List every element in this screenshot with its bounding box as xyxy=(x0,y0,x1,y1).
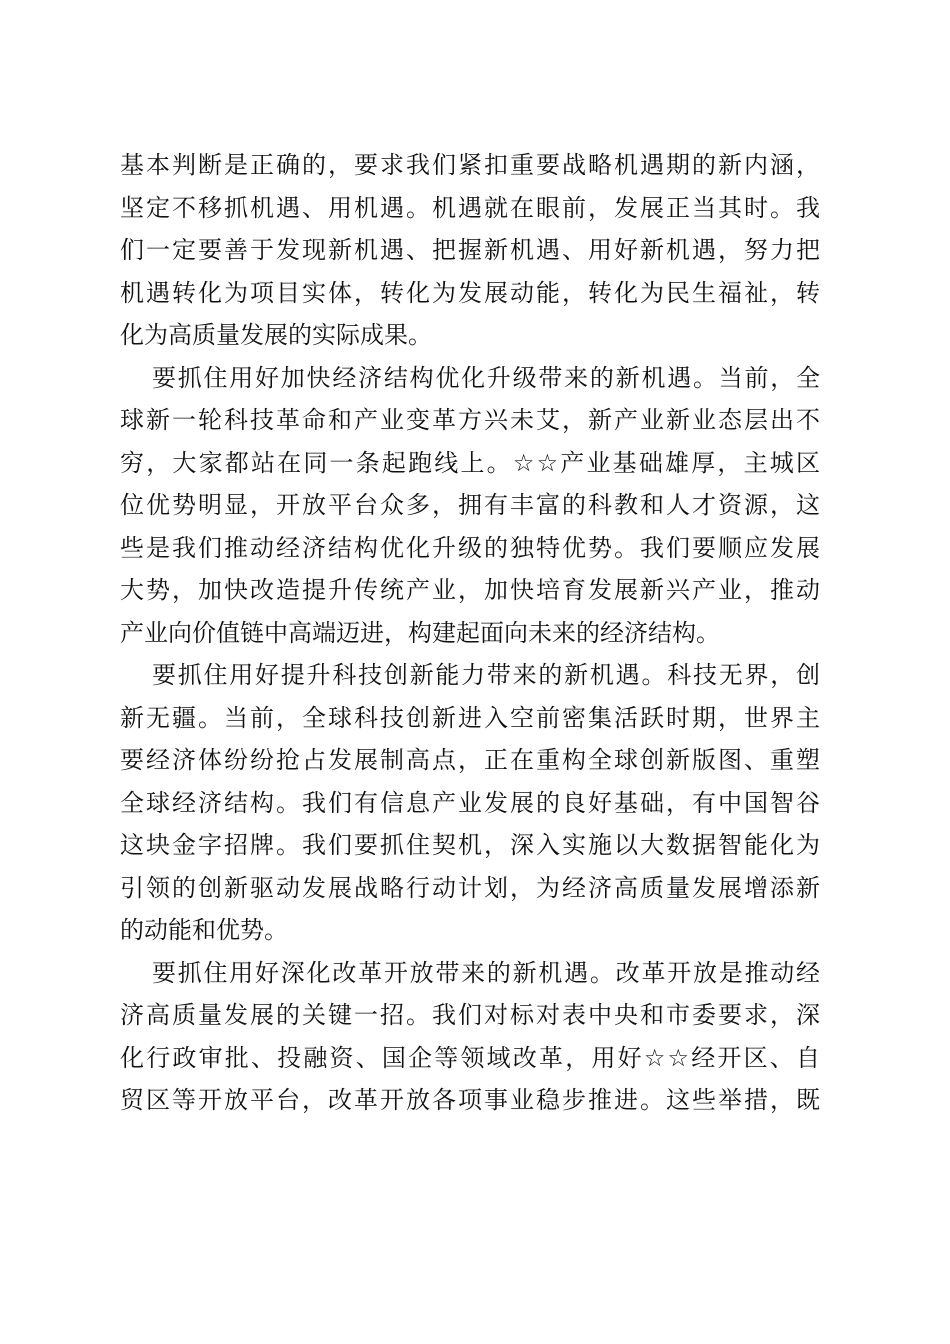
text-line: 位优势明显，开放平台众多，拥有丰富的科教和人才资源，这 xyxy=(120,491,820,519)
text-line: 产业向价值链中高端迈进，构建起面向未来的经济结构。 xyxy=(120,618,720,647)
text-line: 引领的创新驱动发展战略行动计划，为经济高质量发展增添新 xyxy=(120,873,820,902)
text-line: 要抓住用好加快经济结构优化升级带来的新机遇。当前，全 xyxy=(152,363,820,392)
paragraph xyxy=(120,952,820,1122)
text-line: 球新一轮科技革命和产业变革方兴未艾，新产业新业态层出不 xyxy=(120,406,820,434)
text-line: 大势，加快改造提升传统产业，加快培育发展新兴产业，推动 xyxy=(120,576,820,604)
text-line: 基本判断是正确的，要求我们紧扣重要战略机遇期的新内涵， xyxy=(120,151,820,179)
text-line: 的动能和优势。 xyxy=(120,916,288,944)
text-line: 些是我们推动经济结构优化升级的独特优势。我们要顺应发展 xyxy=(120,533,820,562)
text-line: 穷，大家都站在同一条起跑线上。☆☆产业基础雄厚，主城区 xyxy=(120,448,820,477)
paragraph xyxy=(120,144,820,357)
document-body xyxy=(120,144,820,1122)
text-line: 坚定不移抓机遇、用机遇。机遇就在眼前，发展正当其时。我 xyxy=(120,193,820,222)
text-line: 们一定要善于发现新机遇、把握新机遇、用好新机遇，努力把 xyxy=(120,236,820,264)
text-line: 这块金字招牌。我们要抓住契机，深入实施以大数据智能化为 xyxy=(120,831,820,859)
text-line: 济高质量发展的关键一招。我们对标对表中央和市委要求，深 xyxy=(120,1001,820,1029)
text-line: 贸区等开放平台，改革开放各项事业稳步推进。这些举措，既 xyxy=(120,1086,820,1114)
text-line: 全球经济结构。我们有信息产业发展的良好基础，有中国智谷 xyxy=(120,788,820,817)
paragraph xyxy=(120,357,820,655)
text-line: 化行政审批、投融资、国企等领域改革，用好☆☆经开区、自 xyxy=(120,1043,820,1072)
text-line: 要经济体纷纷抢占发展制高点，正在重构全球创新版图、重塑 xyxy=(120,746,820,774)
text-line: 新无疆。当前，全球科技创新进入空前密集活跃时期，世界主 xyxy=(120,703,820,732)
text-line: 机遇转化为项目实体，转化为发展动能，转化为民生福祉，转 xyxy=(120,278,820,307)
text-line: 化为高质量发展的实际成果。 xyxy=(120,321,432,349)
text-line: 要抓住用好深化改革开放带来的新机遇。改革开放是推动经 xyxy=(152,958,820,987)
paragraph xyxy=(120,654,820,952)
text-line: 要抓住用好提升科技创新能力带来的新机遇。科技无界，创 xyxy=(152,661,820,689)
